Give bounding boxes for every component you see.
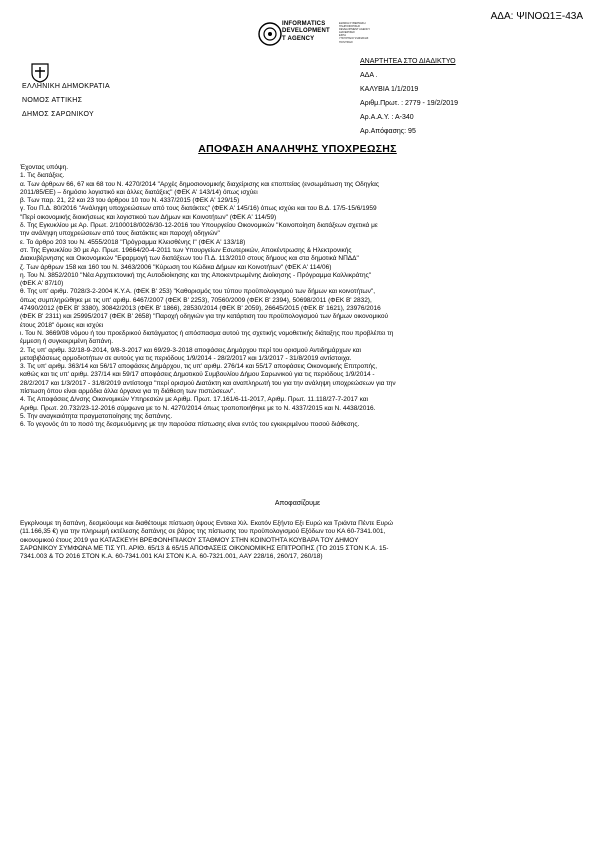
text-line: Εγκρίνουμε τη δαπάνη, δεσμεύουμε και διαθέτουμε πίστωση ύψους Εντεκα Χιλ. Εκατόν Εξήντο Εξι Ευρώ και Τριάντα Πέντε Ευρώ <box>20 520 393 527</box>
logo-word: T AGENCY <box>282 35 315 42</box>
text-line: γ. Του Π.Δ. 80/2016 "Ανάληψη υποχρεώσεων από τους διατάκτες" (ΦΕΚ Α' 145/16) όπως ισχύει και του Β.Δ. 17/5-15/6/1959 <box>20 205 377 213</box>
text-line: ε. Το άρθρο 203 του Ν. 4555/2018 "Πρόγραμμα Κλεισθένης Ι" (ΦΕΚ Α' 133/18) <box>20 238 246 246</box>
text-line: (ΦΕΚ Β' 2311) και 25995/2017 (ΦΕΚ Β' 2658) "Παροχή οδηγιών για την κατάρτιση του προϋπολογισμού των δήμων οικονομικού <box>20 313 389 321</box>
decision-text <box>20 520 580 561</box>
text-line: θ. Της υπ' αριθμ. 7028/3-2-2004 Κ.Υ.Α. (ΦΕΚ Β' 253) "Καθορισμός του τύπου προϋπολογισμού των δήμων και κοινοτήτων", <box>20 288 375 296</box>
text-line: η. Του Ν. 3852/2010 "Νέα Αρχιτεκτονική της Αυτοδιοίκησης και της Αποκεντρωμένης Διοίκησης - Πρόγραμμα Καλλικράτης" <box>20 271 372 279</box>
text-line: την ανάληψη υποχρεώσεων από τους διατάκτες και παροχή οδηγιών" <box>20 230 220 238</box>
text-line: 3. Τις υπ' αριθμ. 363/14 και 56/17 αποφάσεις Δημάρχου, τις υπ' αριθμ. 276/14 και 55/17 αποφάσεις Οικονομικής Επιτροπής, <box>20 363 378 371</box>
text-line: δ. Της Εγκυκλίου με Αρ. Πρωτ. 2/100018/0026/30-12-2016 του Υπουργείου Οικονομικών "Κοινοποίηση διατάξεων σχετικά με <box>20 222 378 230</box>
logo-small-line: ΠΛΗΡΟΦΟΡΙΚΗΣ <box>339 25 360 29</box>
text-line: όπως συμπληρώθηκε με τις υπ' αριθμ. 6467/2007 (ΦΕΚ Β' 2253), 70560/2009 (ΦΕΚ Β' 2394), 50698/2011 (ΦΕΚ Β' 2832), <box>20 296 372 304</box>
text-line: ΣΑΡΩΝΙΚΟΥ ΣΥΜΦΩΝΑ ΜΕ ΤΙΣ ΥΠ. ΑΡΙΘ. 65/13 & 65/15 ΑΠΟΦΑΣΕΙΣ ΟΙΚΟΝΟΜΙΚΗΣ ΕΠΙΤΡΟΠΗΣ (ΤΟ 2015 ΣΤΟΝ Κ.Α. 15- <box>20 544 389 552</box>
text-line: έτους 2018" όμοιες και ισχύει <box>20 321 104 329</box>
logo-words <box>282 21 330 43</box>
text-line: 4. Τις Αποφάσεις Δ/νσης Οικονομικών Υπηρεσιών με Αριθμ. Πρωτ. 17.161/6-11-2017, Αριθμ. Πρωτ. 11.118/27-7-2017 και <box>20 396 368 404</box>
text-line: ι. Του Ν. 3669/08 νόμου ή του προεδρικού διατάγματος ή απόσπασμα αυτού της σχετικής νομοθετικής διάταξης που προβλέπει τη <box>20 329 394 337</box>
ada-code: ΑΔΑ: ΨΙΝΟΩ1Ξ-43Α <box>490 11 583 22</box>
text-line: οικονομικού έτους 2019 για ΚΑΤΑΣΚΕΥΗ ΒΡΕΦΟΝΗΠΙΑΚΟΥ ΣΤΑΘΜΟΥ ΣΤΗΝ ΚΟΙΝΟΤΗΤΑ ΚΟΥΒΑΡΑ ΤΟΥ ΔΗΜΟΥ <box>20 536 359 544</box>
logo-small-line: ΥΠΟΥΡΓΕΙΟ ΨΗΦΙΑΚΗΣ <box>339 37 369 41</box>
text-line: ζ. Των άρθρων 158 και 160 του Ν. 3463/2006 "Κύρωση του Κώδικα Δήμων και Κοινοτήτων" (ΦΕΚ Α' 114/06) <box>20 263 332 271</box>
text-line: (ΦΕΚ Α' 87/10) <box>20 280 64 288</box>
text-line: (11.166,35 €) για την πληρωμή εκτέλεσης δαπάνης σε βάρος της πίστωσης του προϋπολογισμού Εξόδων του ΚΑ 60-7341.001, <box>20 528 386 536</box>
text-line: έμμεση ή συγκεκριμένη δαπάνη. <box>20 338 114 346</box>
text-line: Έχοντας υπόψη. <box>20 164 69 171</box>
text-line: 7341.003 & ΤΟ 2016 ΣΤΟΝ Κ.Α. 60-7341.001 ΚΑΙ ΣΤΟΝ Κ.Α. 60-7321.001, ΑΑΥ 228/16, 260/17, 260/18) <box>20 553 323 561</box>
text-line: α. Των άρθρων 66, 67 και 68 του Ν. 4270/2014 "Αρχές δημοσιονομικής διαχείρισης και εποπτείας (ενσωμάτωση της Οδηγίας <box>20 180 379 188</box>
ada-field: ΑΔΑ . <box>360 72 378 79</box>
logo-small-line: ΕΣΠΑ <box>339 34 346 38</box>
logo-small-line: ΕΘΝΙΚΗ ΚΥΒΕΡΝΗΣΗ <box>339 22 366 25</box>
logo-small-line: ΠΟΛΙΤΙΚΗΣ <box>339 40 353 44</box>
text-line: καθώς και τις υπ' αριθμ. 237/14 και 59/17 αποφάσεις Δημοτικού Συμβουλίου Δήμου Σαρωνικού για τις περιόδους 1/9/2014 - <box>20 371 375 379</box>
document-meta-block <box>360 55 458 139</box>
text-line: Διακυβέρνησης και Οικονομικών "Εφαρμογή των διατάξεων του Π.Δ. 113/2010 στους δήμους και στα δημοτικά ΝΠΔΔ" <box>20 255 359 263</box>
internet-posting-note: ΑΝΑΡΤΗΤΕΑ ΣΤΟ ΔΙΑΔΙΚΤΥΟ <box>360 58 456 65</box>
logo-word: DEVELOPMENT <box>282 28 330 35</box>
text-line: 28/2/2017 και 1/3/2017 - 31/8/2019 αντίστοιχα "περί ορισμού Διατάκτη και αναπληρωτή του για την ανάληψη υποχρεώσεων για την <box>20 379 396 387</box>
logo-small-line: ΔΙΑΧΕΙΡΙΣΗΣ <box>339 31 355 35</box>
logo-mark-icon <box>256 20 284 48</box>
logo-small-text <box>339 22 370 44</box>
issuer-line: ΝΟΜΟΣ ΑΤΤΙΚΗΣ <box>22 97 83 104</box>
text-line: μεταβιβάσεως αρμοδιοτήτων σε αυτούς για τις περιόδους 1/9/2014 - 28/2/2017 και 1/3/2017 - 31/8/2019 αντίστοιχα. <box>20 354 352 362</box>
text-line: 5. Την αναγκαιότητα πραγματοποίησης της δαπάνης. <box>20 412 173 420</box>
logo-word: INFORMATICS <box>282 21 326 27</box>
text-line: 6. Το γεγονός ότι το ποσό της δεσμευόμενης με την παρούσα πίστωσης είναι εντός του εγκεκριμένου ποσού διάθεσης. <box>20 421 360 429</box>
text-line: Αριθμ. Πρωτ. 20.732/23-12-2016 σύμφωνα με το Ν. 4270/2014 όπως τροποποιήθηκε με το Ν. 4337/2015 και Ν. 4438/2016. <box>20 404 376 412</box>
text-line: πίστωση όπου είναι αρμόδια άλλα όργανα για τη διάθεση των πιστώσεων". <box>20 388 236 396</box>
text-line: 2011/85/ΕΕ) – δημόσιο λογιστικό και άλλες διατάξεις" (ΦΕΚ Α' 143/14) όπως ισχύει <box>20 188 258 196</box>
text-line: β. Των παρ. 21, 22 και 23 του άρθρου 10 του Ν. 4337/2015 (ΦΕΚ Α' 129/15) <box>20 197 240 205</box>
decision-heading: Αποφασίζουμε <box>274 500 321 507</box>
text-line: στ. Της Εγκυκλίου 30 με Αρ. Πρωτ. 19664/20-4-2011 των Υπουργείων Εσωτερικών, Αποκέντρωσης & Ηλεκτρονικής <box>20 246 352 254</box>
text-line: "Περί οικονομικής διοικήσεως και λογιστικού των Δήμων και Κοινοτήτων" (ΦΕΚ Α' 114/59) <box>20 213 277 221</box>
decision-number: Αρ.Απόφασης: 95 <box>360 128 416 135</box>
logo-small-line: DEVELOPMENT AGENCY <box>339 28 371 32</box>
document-title: ΑΠΟΦΑΣΗ ΑΝΑΛΗΨΗΣ ΥΠΟΧΡΕΩΣΗΣ <box>198 143 397 155</box>
issuer-line: ΔΗΜΟΣ ΣΑΡΩΝΙΚΟΥ <box>22 111 95 118</box>
text-line: 2. Τις υπ' αριθμ. 32/18-9-2014, 9/8-3-2017 και 69/29-3-2018 αποφάσεις Δημάρχου περί του ορισμού Αντιδημάρχων και <box>20 346 361 354</box>
aay-number: Αρ.Α.Α.Υ. : Α-340 <box>360 114 414 121</box>
place-date: ΚΑΛΥΒΙΑ 1/1/2019 <box>360 86 419 93</box>
considerations-text <box>20 164 580 430</box>
text-line: 47490/2012 (ΦΕΚ Β' 3380), 30842/2013 (ΦΕΚ Β' 1866), 28530/2014 (ΦΕΚ Β' 2059), 26645/2015 (ΦΕΚ Β' 1621), 23976/2016 <box>20 305 381 313</box>
protocol-number: Αριθμ.Πρωτ. : 2779 - 19/2/2019 <box>360 100 458 107</box>
text-line: 1. Τις διατάξεις. <box>20 172 65 180</box>
issuer-line: ΕΛΛΗΝΙΚΗ ΔΗΜΟΚΡΑΤΙΑ <box>22 83 110 90</box>
issuer-block <box>22 80 110 122</box>
